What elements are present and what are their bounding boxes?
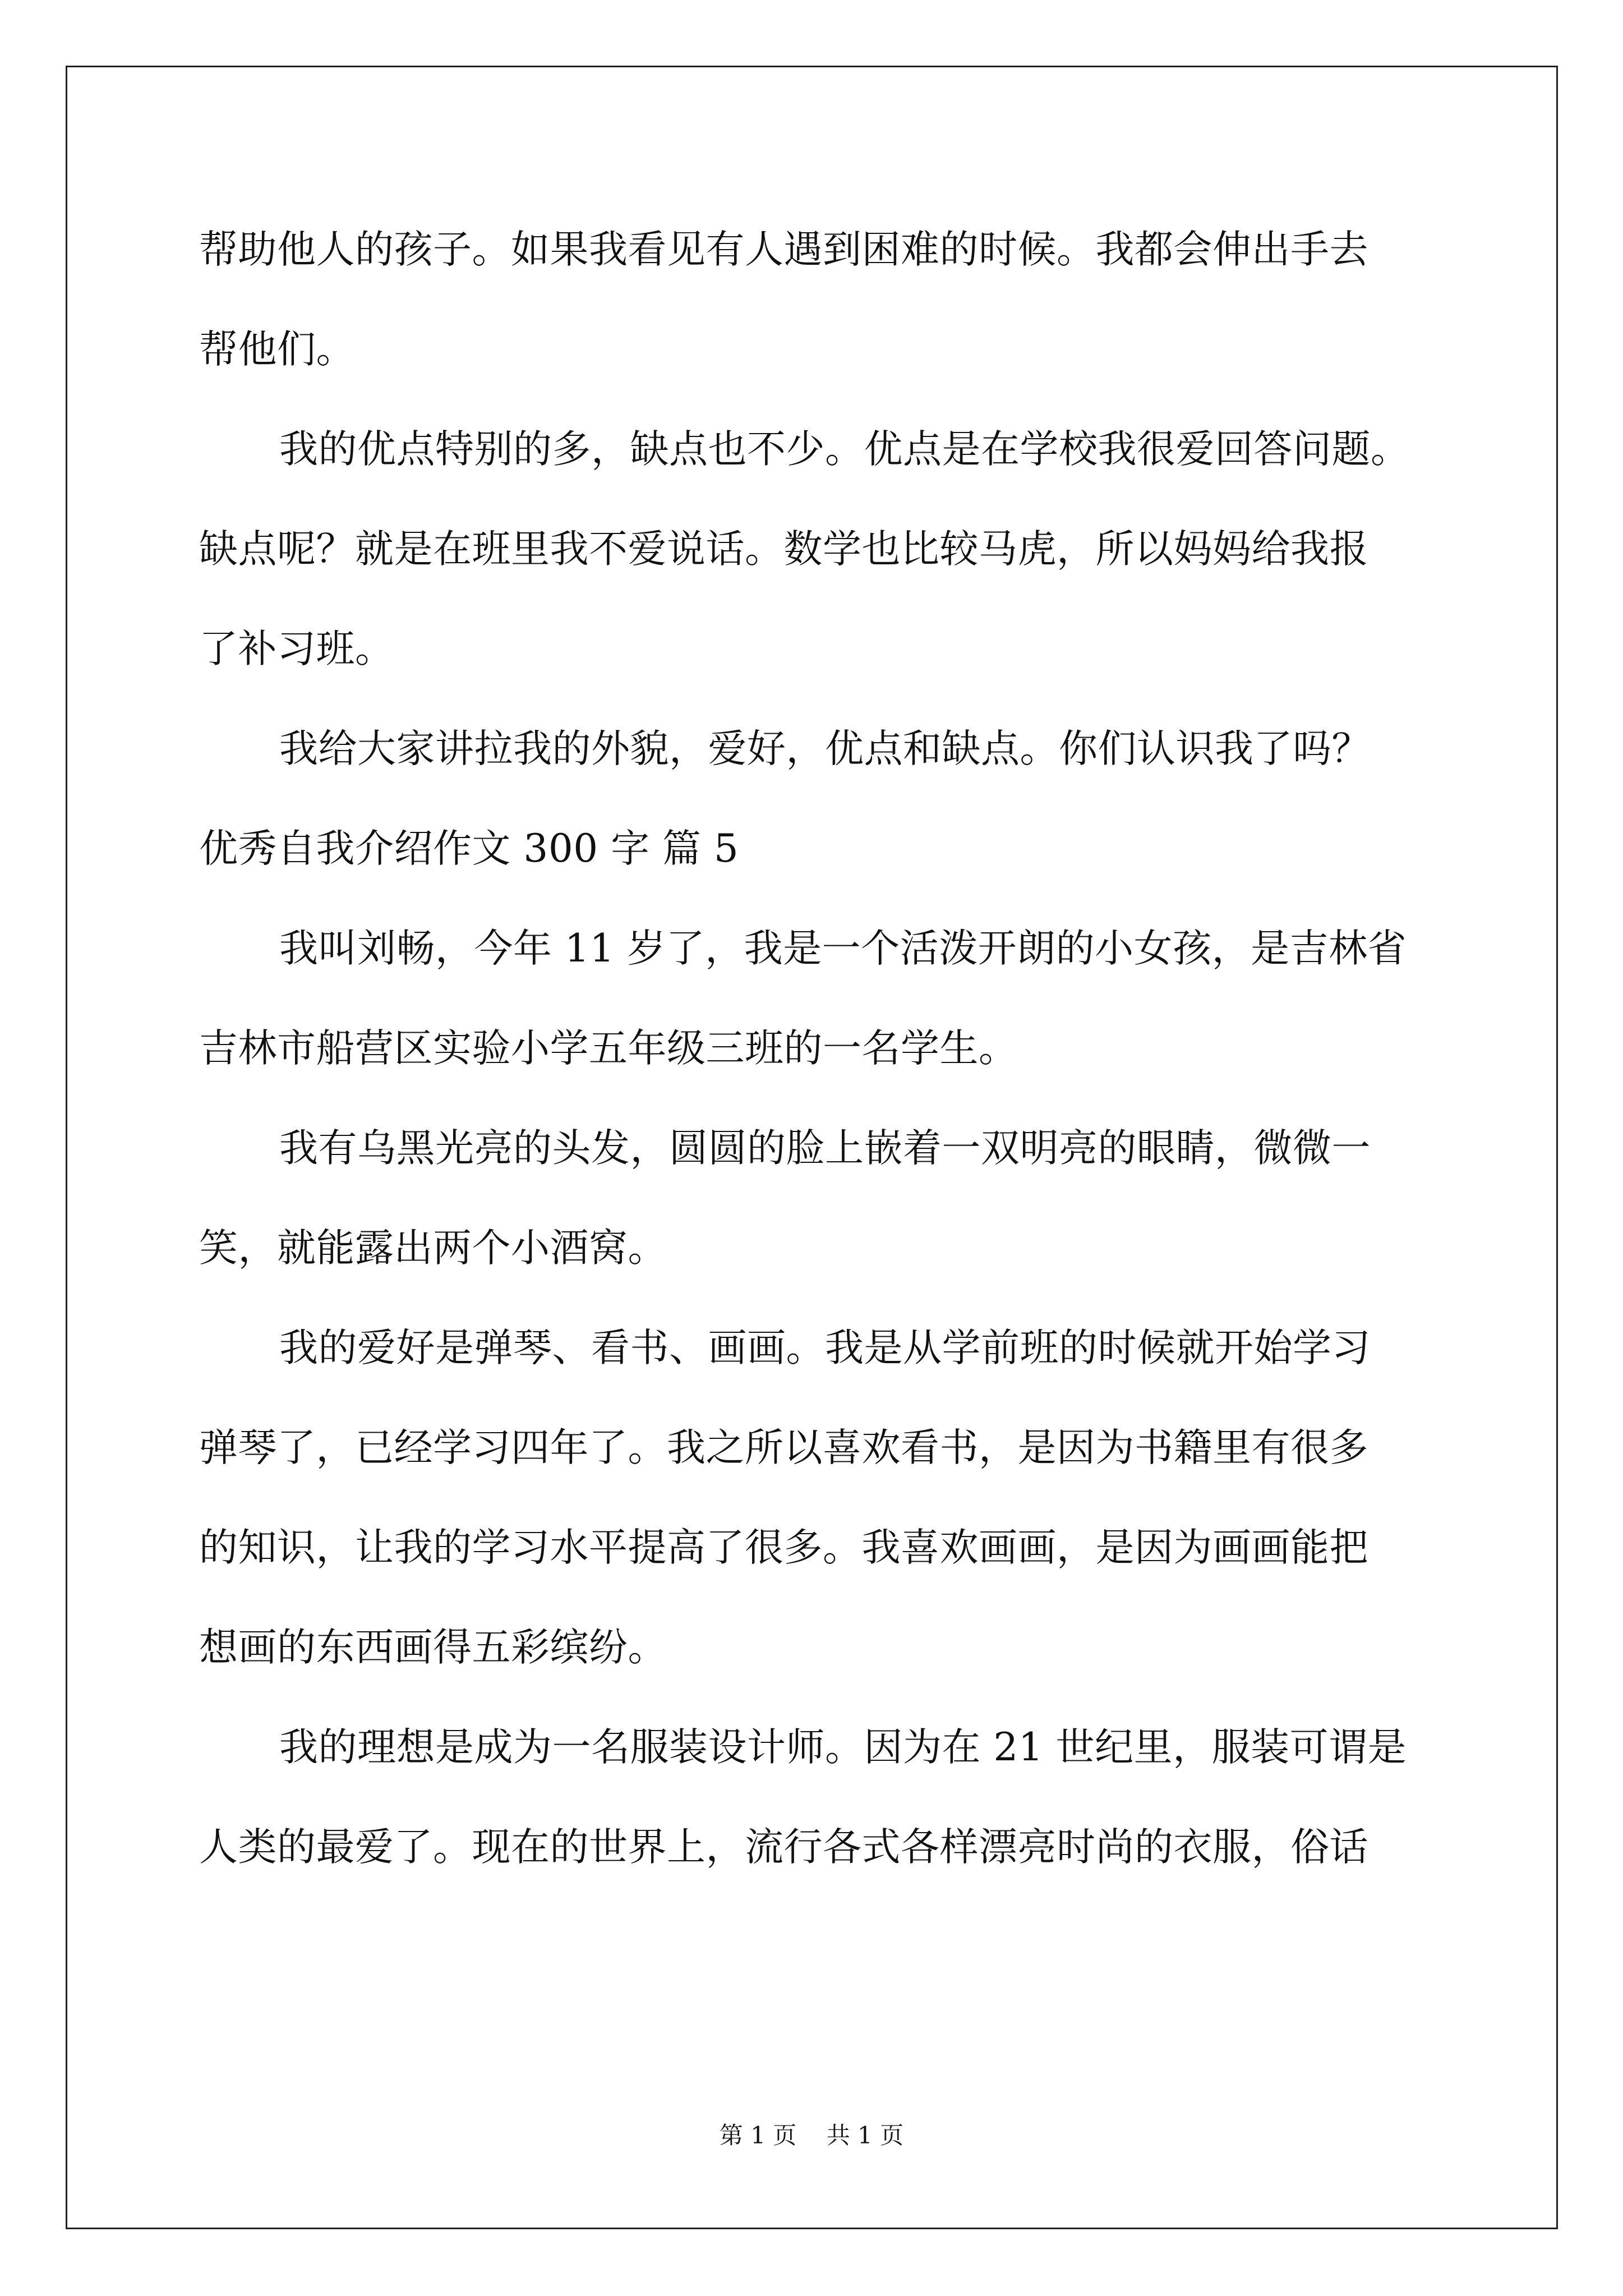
text-line: 帮他们。	[199, 327, 355, 372]
text-line: 笑，就能露出两个小酒窝。	[199, 1226, 667, 1271]
document-body	[199, 222, 1438, 1919]
text-line: 弹琴了，已经学习四年了。我之所以喜欢看书，是因为书籍里有很多	[199, 1425, 1368, 1470]
paragraph-start-line: 我有乌黑光亮的头发，圆圆的脸上嵌着一双明亮的眼睛，微微一	[279, 1126, 1371, 1171]
text-line: 了补习班。	[199, 627, 394, 671]
paragraph-start-line: 我的理想是成为一名服装设计师。因为在 21 世纪里，服装可谓是	[279, 1725, 1407, 1770]
text-line: 想画的东西画得五彩缤纷。	[199, 1625, 667, 1670]
page-number-footer: 第 1 页 共 1 页	[719, 2122, 904, 2149]
paragraph-start-line: 我给大家讲拉我的外貌，爱好，优点和缺点。你们认识我了吗？	[279, 726, 1371, 771]
text-line: 的知识，让我的学习水平提高了很多。我喜欢画画，是因为画画能把	[199, 1525, 1368, 1570]
paragraph-start-line: 我叫刘畅，今年 11 岁了，我是一个活泼开朗的小女孩，是吉林省	[279, 926, 1407, 971]
paragraph-start-line: 我的优点特别的多，缺点也不少。优点是在学校我很爱回答问题。	[279, 427, 1410, 472]
paragraph-start-line: 我的爱好是弹琴、看书、画画。我是从学前班的时候就开始学习	[279, 1326, 1371, 1370]
text-line: 缺点呢？就是在班里我不爱说话。数学也比较马虎，所以妈妈给我报	[199, 527, 1368, 572]
section-heading: 优秀自我介绍作文 300 字 篇 5	[199, 826, 739, 871]
text-line: 吉林市船营区实验小学五年级三班的一名学生。	[199, 1026, 1018, 1071]
text-line: 帮助他人的孩子。如果我看见有人遇到困难的时候。我都会伸出手去	[199, 227, 1368, 272]
text-line: 人类的最爱了。现在的世界上，流行各式各样漂亮时尚的衣服，俗话	[199, 1825, 1368, 1870]
